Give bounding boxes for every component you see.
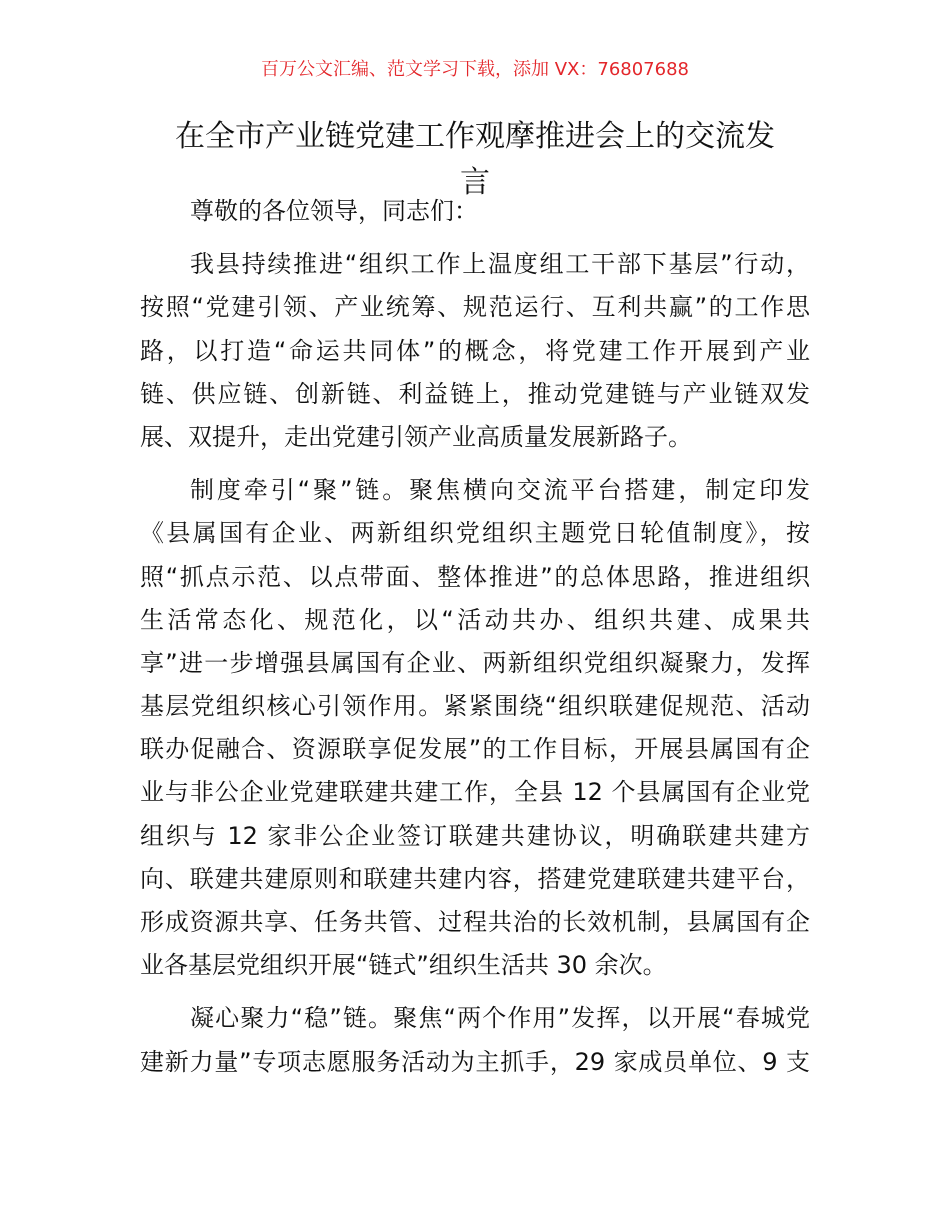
title-line: 在全市产业链党建工作观摩推进会上的交流发 bbox=[175, 119, 775, 154]
paragraph-line: 组织与 12 家非公企业签订联建共建协议，明确联建共建方 bbox=[140, 821, 810, 850]
paragraph-line: 凝心聚力“稳”链。聚焦“两个作用”发挥，以开展“春城党 bbox=[190, 1004, 810, 1033]
paragraph bbox=[140, 997, 810, 1083]
paragraph-line: 业各基层党组织开展“链式”组织生活共 30 余次。 bbox=[140, 951, 667, 980]
paragraph-line: 尊敬的各位领导，同志们： bbox=[190, 197, 478, 225]
paragraph-line: 联办促融合、资源联享促发展”的工作目标，开展县属国有企 bbox=[140, 735, 810, 764]
paragraph-line: 形成资源共享、任务共管、过程共治的长效机制，县属国有企 bbox=[140, 908, 810, 936]
paragraph bbox=[140, 243, 810, 459]
paragraph-line: 业与非公企业党建联建共建工作，全县 12 个县属国有企业党 bbox=[140, 778, 810, 807]
paragraph-line: 基层党组织核心引领作用。紧紧围绕“组织联建促规范、活动 bbox=[140, 692, 810, 721]
paragraph bbox=[140, 190, 810, 233]
paragraph-line: 向、联建共建原则和联建共建内容，搭建党建联建共建平台， bbox=[140, 864, 810, 893]
title-line: 言 bbox=[460, 165, 490, 200]
paragraph-line: 建新力量”专项志愿服务活动为主抓手，29 家成员单位、9 支 bbox=[140, 1047, 810, 1076]
paragraph-line: 链、供应链、创新链、利益链上，推动党建链与产业链双发 bbox=[140, 379, 810, 408]
paragraph-line: 按照“党建引领、产业统筹、规范运行、互利共赢”的工作思 bbox=[140, 293, 810, 322]
paragraph-line: 照“抓点示范、以点带面、整体推进”的总体思路，推进组织 bbox=[140, 562, 810, 591]
paragraph bbox=[140, 469, 810, 987]
document-body bbox=[140, 190, 810, 1094]
paragraph-line: 制度牵引“聚”链。聚焦横向交流平台搭建，制定印发 bbox=[190, 476, 810, 505]
paragraph-line: 享”进一步增强县属国有企业、两新组织党组织凝聚力，发挥 bbox=[140, 648, 810, 677]
paragraph-line: 展、双提升，走出党建引领产业高质量发展新路子。 bbox=[140, 422, 692, 451]
paragraph-line: 路，以打造“命运共同体”的概念，将党建工作开展到产业 bbox=[140, 336, 810, 365]
paragraph-line: 生活常态化、规范化，以“活动共办、组织共建、成果共 bbox=[140, 605, 810, 634]
paragraph-line: 《县属国有企业、两新组织党组织主题党日轮值制度》，按 bbox=[140, 519, 810, 548]
paragraph-line: 我县持续推进“组织工作上温度组工干部下基层”行动， bbox=[190, 250, 810, 279]
watermark-header: 百万公文汇编、范文学习下载，添加 VX：76807688 bbox=[261, 59, 689, 80]
